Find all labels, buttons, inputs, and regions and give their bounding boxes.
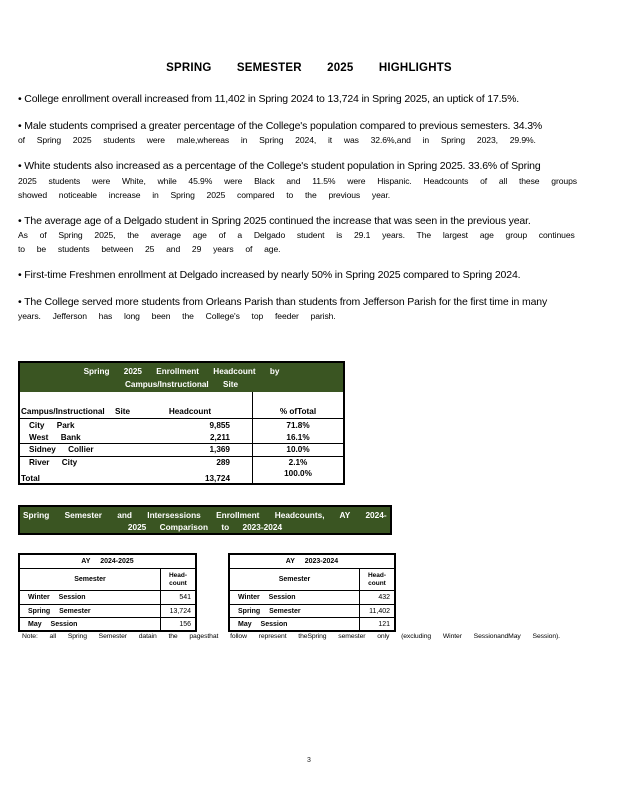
column-header-headcount: Headcount: [168, 407, 212, 416]
bullet-lead: • College enrollment overall increased from 11,402 in Spring 2024 to 13,724 in Spring 2025, an uptick of 17.5%.: [18, 92, 590, 107]
bullet-lead: • Male students comprised a greater percentage of the College's population compared to previous semesters. 34.3%: [18, 119, 590, 134]
campus-table-header-line1: Spring 2025 Enrollment Headcount by: [83, 367, 280, 376]
ay-2023-2024-table: [228, 553, 396, 632]
column-header-headcount: [359, 569, 394, 590]
headcount-cell: 9,855: [209, 420, 230, 430]
semester-cell: May Session: [28, 620, 78, 628]
total-percent: 100.0%: [252, 469, 343, 483]
bullet-rest: of Spring 2025 students were male,whereas in Spring 2024, it was 32.6%,and in Spring 2023, 29.9%.: [18, 135, 536, 145]
table-row: [230, 617, 394, 630]
percent-cell: 10.0%: [252, 444, 343, 456]
banner-line2: 2025 Comparison to 2023-2024: [127, 522, 283, 532]
percent-cell: 2.1%: [252, 457, 343, 470]
headcount-cell: 1,369: [209, 445, 230, 455]
table-row: [20, 419, 343, 432]
semester-cell: May Session: [238, 620, 288, 628]
column-header-semester: Semester: [278, 576, 311, 583]
column-header-campus: Campus/Instructional Site: [21, 407, 130, 416]
ay-2024-2025-table: [18, 553, 197, 632]
table-row: [20, 604, 195, 617]
bullet-lead: • The College served more students from Orleans Parish than students from Jefferson Parish for the first time in many: [18, 295, 590, 310]
table-row: [230, 591, 394, 604]
bullet-rest: years. Jefferson has long been the College's top feeder parish.: [18, 311, 336, 321]
headcount-header-line2: count: [169, 579, 187, 587]
table-row: [20, 591, 195, 604]
campus-enrollment-table: [18, 361, 345, 485]
campus-table-header-line2: Campus/Instructional Site: [125, 380, 238, 389]
list-item: [18, 92, 590, 107]
column-header-percent: % ofTotal: [252, 392, 343, 418]
table-total-row: [20, 469, 343, 483]
list-item: [18, 214, 590, 257]
ay-table-column-headers: [230, 569, 394, 591]
page-title: SPRING SEMESTER 2025 HIGHLIGHTS: [166, 62, 452, 74]
total-label: Total: [21, 474, 40, 483]
table-row: [20, 457, 343, 470]
headcount-cell: 432: [359, 591, 394, 604]
semester-cell: Winter Session: [238, 594, 296, 601]
total-headcount: 13,724: [204, 474, 230, 483]
page-number: 3: [307, 757, 311, 764]
bullet-lead: • The average age of a Delgado student in Spring 2025 continued the increase that was seen in the previous year.: [18, 214, 590, 229]
headcount-cell: 2,211: [209, 432, 230, 442]
campus-cell: West Bank: [29, 432, 81, 442]
list-item: [18, 268, 590, 283]
percent-cell: 71.8%: [252, 419, 343, 432]
ay-table-title: AY 2023-2024: [230, 555, 394, 569]
bullet-rest: 2025 students were White, while 45.9% were Black and 11.5% were Hispanic. Headcounts of all these groups showed noticeable increase in Spring 2025 compared to the previous year.: [18, 175, 577, 200]
ay-table-title: AY 2024-2025: [20, 555, 195, 569]
headcount-cell: 11,402: [359, 605, 394, 617]
campus-table-column-headers: [20, 392, 343, 419]
banner-line1: Spring Semester and Intersessions Enrollment Headcounts, AY 2024-: [23, 510, 387, 520]
semester-cell: Winter Session: [28, 594, 86, 601]
headcount-cell: 121: [359, 618, 394, 630]
campus-table-header: [20, 363, 343, 392]
table-row: [230, 604, 394, 617]
campus-cell: Sidney Collier: [29, 445, 94, 455]
list-item: [18, 159, 590, 202]
bullet-rest: As of Spring 2025, the average age of a Delgado student is 29.1 years. The largest age group continues to be students between 25 and 29 years of age.: [18, 230, 575, 254]
bullet-lead: • First-time Freshmen enrollment at Delgado increased by nearly 50% in Spring 2025 compared to Spring 2024.: [18, 268, 590, 283]
percent-cell: 16.1%: [252, 432, 343, 444]
semester-cell: Spring Semester: [28, 607, 91, 615]
headcount-header-line1: Head-: [367, 572, 387, 579]
headcount-header-line1: Head-: [168, 572, 188, 579]
ay-table-column-headers: [20, 569, 195, 591]
bullet-lead: • White students also increased as a percentage of the College's student population in Spring 2025. 33.6% of Spring: [18, 159, 590, 174]
list-item: [18, 295, 590, 324]
column-header-headcount: [160, 569, 195, 590]
footnote: Note: all Spring Semester datain the pagesthat follow represent theSpring semester only (excluding Winter SessionandMay Session).: [22, 633, 560, 640]
headcount-cell: 541: [160, 591, 195, 604]
campus-cell: City Park: [29, 420, 75, 430]
headcount-cell: 13,724: [160, 605, 195, 617]
table-row: [20, 617, 195, 630]
highlights-list: [18, 92, 590, 335]
table-row: [20, 444, 343, 457]
headcount-cell: 289: [216, 458, 230, 468]
headcount-cell: 156: [160, 618, 195, 630]
column-header-semester: Semester: [74, 576, 106, 583]
comparison-banner: [18, 505, 392, 535]
headcount-header-line2: count: [368, 579, 386, 587]
table-row: [20, 432, 343, 445]
campus-cell: River City: [29, 458, 78, 468]
list-item: [18, 119, 590, 148]
semester-cell: Spring Semester: [238, 607, 301, 615]
